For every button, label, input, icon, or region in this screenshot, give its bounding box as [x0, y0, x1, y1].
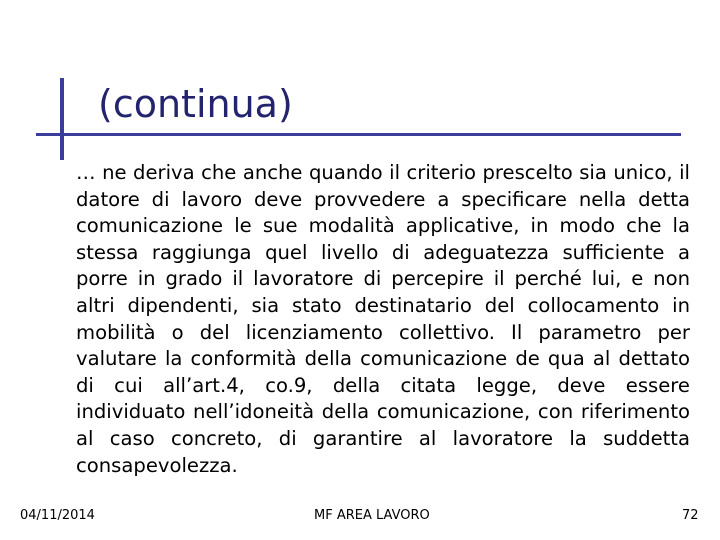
title-horizontal-rule [36, 133, 681, 136]
title-vertical-rule [60, 78, 64, 160]
footer-page-number: 72 [682, 508, 699, 523]
slide-title: (continua) [98, 82, 293, 126]
footer-center-label: MF AREA LAVORO [314, 508, 430, 523]
footer-date: 04/11/2014 [20, 508, 95, 523]
slide-body-text: … ne deriva che anche quando il criterio prescelto sia unico, il datore di lavoro deve provvedere a specificare nella detta comunicazione le sue modalità applicative, in modo che la stessa raggiunga quel livello di adeguatezza sufficiente a porre in grado il lavoratore di percepire il perché lui, e non altri dipendenti, sia stato destinatario del collocamento in mobilità o del licenziamento collettivo. Il parametro per valutare la conformità della comunicazione de qua al dettato di cui all’art.4, co.9, della citata legge, deve essere individuato nell’idoneità della comunicazione, con riferimento al caso concreto, di garantire al lavoratore la suddetta consapevolezza. [76, 161, 690, 477]
